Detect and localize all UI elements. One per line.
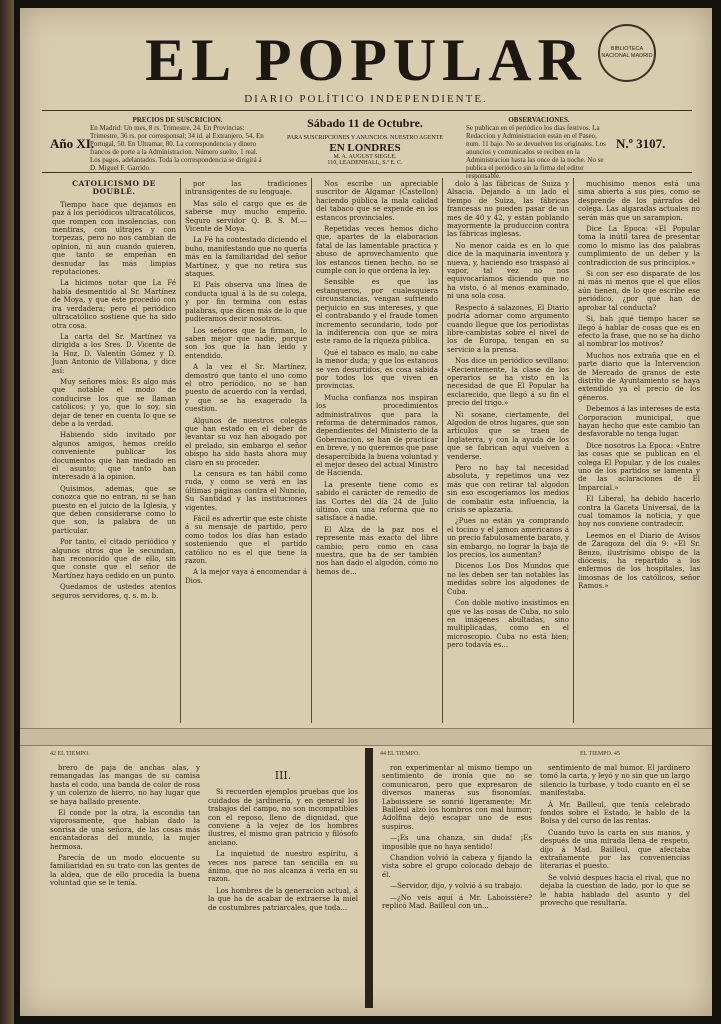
page-fold-strip	[20, 728, 712, 746]
column-divider	[311, 178, 312, 723]
paragraph: Fácil es advertir que este chiste á su mensaje de partido, pero como todos los días han estado sosteniendo que el partido católico no es el que tiene la razon.	[185, 515, 307, 566]
paragraph: por las tradiciones intransigentes de su lenguaje.	[185, 180, 307, 197]
dateline-box	[270, 116, 460, 166]
paragraph: Habiendo sido invitado por algunos amigos, hemos creído conveniente publicar los documentos que han mediado en el asunto; que tanto han interesado á la opinion.	[52, 431, 176, 482]
observations-box	[466, 116, 612, 180]
paragraph: dolo á las fábricas de Suiza y Alsacia. Dejando á un lado el tiempo de Suiza, las fábricas francesas no pueden pasar de un mes de 40 y 42, y están poblando mayormente la produccion contra las fábricas inglesas.	[447, 180, 569, 239]
subscription-prices-box	[90, 116, 265, 172]
paragraph: No menor caida es en lo que dice de la maquinaria inventora y nueva, y, haciendo eso traspasó al vapor, tal vez no nos equivocaríamos diciendo que no ha visto, ó al menos examinado, ni una sola cosa.	[447, 241, 569, 301]
column-4	[447, 180, 569, 720]
article-heading: CATOLICISMO DE DOUBLÉ.	[72, 179, 156, 197]
library-stamp-icon	[598, 24, 656, 82]
newspaper-title: EL POPULAR	[145, 27, 587, 93]
paragraph: sentimiento de mal humor. El jardinero tomó la carta, y leyó y no sin que un largo silencio la turbase, y todo cuanto en él se manifestaba.	[540, 764, 690, 798]
paragraph: Tiempo hace que dejamos en paz á los periódicos ultracatólicos, que rompen con insolencias, con mentiras, con ultrajes y con torpezas, pero no nos cambian de opinion, ni aun cuando quieren, que tanto se empeñan en desnudar las más limpias reputaciones.	[52, 200, 176, 277]
paragraph: Los hombres de la generacion actual, á la que ha de acabar de extraerse la miel de costumbres patriarcales, que toda...	[208, 886, 358, 912]
paragraph: A la vez el Sr. Martínez, demostró que tanto el uno como el otro periódico, no se han puesto de acuerdo con la verdad, y que se ha exagerado la cuestion.	[185, 363, 307, 414]
issue-number: N.º 3107.	[616, 136, 666, 151]
notes-text: Se publican en el periódico los dias festivos. La Redaccion y Administracion están en el Paseo, num. 11 bajo. No se devuelven los originales. Los anuncios y comunicados se reciben en la Administracion hasta las once de la noche. No se publica el periódico sin la firma del editor responsable.	[466, 124, 606, 180]
serial-column-1	[50, 764, 200, 1009]
column-divider	[573, 178, 574, 723]
chapter-number: III.	[274, 769, 292, 782]
paragraph: —¡Es una chanza, sin duda! ¡Es imposible que no haya sentido!	[382, 834, 532, 851]
paragraph: Mas sólo el cargo que es de saberse muy mucho empeño. Seguro servidor Q. B. S. M.—Vicente de Moya.	[185, 199, 307, 234]
paragraph: Dicenos Los Dos Mundos que no les deben ser tan notables las medidas sobre los algodones de Cuba.	[447, 562, 569, 596]
header-rule-top	[42, 110, 692, 111]
paragraph: Cuando tuvo la carta en sus manos, y después de una mirada llena de respeto, dijo á Mad. Bailleul, que afectaba extrañamente por las conveniencias literarias el puesto.	[540, 828, 690, 871]
paragraph: La presente tiene como es sabido el carácter de remedio de las Cortes del día 24 de Julio último, con una reforma que no satisface á nadie.	[316, 480, 438, 523]
paragraph: Muchos nos extraña que en el parte diario que la Intervencion de Mercado de granos de este distrito de Ayuntamiento se haya extendido ya el precio de los géneros.	[578, 351, 700, 402]
column-1	[52, 180, 176, 720]
paragraph: Si recuerden ejemplos pruebas que los cuidados de jardinería, y en general los trabajos del campo, no son incompatibles con el reposo, lleno de dignidad, que conviene á la vejez de los hombres ilustres, el mismo gran patricio y filósofo anciano.	[208, 788, 358, 847]
paragraph: Debemos á las intereses de esta Corporacion municipal, que hayan hecho que este cambio tan desfavorable no tenga lugar.	[578, 405, 700, 439]
paragraph: brero de paja de anchas alas, y remangadas las mangas de su camisa hasta el codo, una banda de color de rosa y un colerizo de hierro, no hay lugar que se haya hallado presente.	[50, 764, 200, 806]
paragraph: Pero no hay tal necesidad absoluta, y repetimos una vez más que con retirar tal algodon sin eso escogeríamos los medios de combatir esta influencia, la crisis se aplazaría.	[447, 464, 569, 515]
paragraph: Algunos de nuestros colegas que han estado en el deber de levantar su voz han abogado por el prelado, sin embargo el señor obispo ha sido hasta ahora muy claro en su proceder.	[185, 416, 307, 467]
paragraph: Por tanto, el citado periódico y algunos otros que le secundan, han reconocido que de ello, sin que conste que el señor de Martínez haya cedido en un punto.	[52, 538, 176, 580]
column-5	[578, 180, 700, 720]
paragraph: Quisimos, ademas, que se conozca que no entran, ni se han puesto en el juicio de la Iglesia, y que deben considerarse como lo que son, la palabra de un particular.	[52, 484, 176, 535]
paragraph: —Servidor, dijo, y volvió á su trabajo.	[390, 882, 523, 891]
paragraph: La hicimos notar que La Fé había desmentido al Sr. Martínez de Moya, y que éste procedió con ira verdadera; pero el periódico ultracatólico sostiene que ha sido otra cosa.	[52, 279, 176, 330]
paragraph: —¿No veis aquí á Mr. Laboissière? replicó Mad. Bailleul con un...	[382, 893, 532, 911]
paragraph: Si con ser eso disparate de los ni más ni menos que el que ellos aún tienen, de lo que escribe ese periódico, ¿por qué han de aprobar tal conducta?	[578, 270, 700, 312]
running-head-left: 42 EL TIEMPO.	[50, 751, 90, 757]
paragraph: Á Mr. Bailleul, que tenía celebrado fondos sobre el Estado, le hablo de la Bolsa y del curso de las rentas.	[540, 800, 690, 826]
serial-column-4	[540, 764, 690, 1009]
paragraph: Qué el tabaco es malo, no cabe la menor duda; y que los estancos se ven desurtidos, es cosa sabida por todos los que viven en provincias.	[316, 348, 438, 391]
newspaper-page	[20, 8, 712, 1016]
prices-title: PRECIOS DE SUSCRICION.	[132, 116, 223, 124]
paragraph: Dice La Epoca: «El Popular toma la inútil tarea de presentar como lo mismo las dos palabras cumplimiento de un deber y la contradiccion de sus principios.»	[578, 225, 700, 267]
paragraph: La carta del Sr. Martínez va dirigida a los Sres. D. Vicente de la Hoz, D. Valentín Gómez y D. Juan Antonio de Villabona, y dice así:	[52, 332, 176, 375]
paragraph: Repetidas veces hemos dicho que, apartes de la elaboracion fatal de las lamentable practica y abuso de aprovechamiento que los estancos tienen hecho, no se cumple con lo que ordena la ley.	[316, 225, 438, 276]
paragraph: Nos dice un periódico sevillano: «Recientemente, la clase de los operarios se ha visto en la necesidad de que El Popular ha esclarecido, que llegó á su fin el precio del trigo.»	[447, 357, 569, 408]
paragraph: Chandion volvió la cabeza y fijando la vista sobre el grupo colocado debajo de él.	[382, 854, 532, 879]
column-divider	[442, 178, 443, 723]
paragraph: Mucha confianza nos inspiran los procedimientos administrativos que para la reforma de determinados ramos, dependientes del Ministerio de la Gobernacion, se han de practicar en breve, y no queremos que pase desapercibida la buena voluntad y el mejor deseo del actual Ministro de Hacienda.	[316, 393, 438, 478]
page-spine-shadow	[0, 0, 14, 1024]
agent-name: M. A. AUGUST SIEGLE.	[333, 154, 397, 160]
column-2	[185, 180, 307, 720]
column-3	[316, 180, 438, 720]
paragraph: ¿Pues no están ya comprando el tocino y el jamon americanos á un precio fabulosamente barato, y sin embargo, no lograr la baja de los precios, los aumentan?	[447, 517, 569, 560]
paragraph: Muy señores míos: Es algo más que notable el modo de conducirse los que se llaman católicos; y yo, que lo soy, sin dejar de tener en cuenta lo que se debe a la verdad.	[52, 377, 176, 428]
paragraph: muchisimo menos está una sima abierta á sus pies, como se desprende de los párrafos del colega. Las algaradas actuales no serán más que un sarampion.	[578, 180, 700, 222]
running-head-right: EL TIEMPO. 45	[580, 751, 620, 757]
agency-line: PARA SUSCRIPCIONES Y ANUNCIOS. NUESTRO AGENTE	[286, 135, 444, 141]
london-label: EN LONDRES	[329, 142, 401, 154]
paragraph: La inquietud de nuestro espíritu, á veces nos parece tan sencilla en su ánimo, que no nos alcanza á verla en su razon.	[208, 850, 358, 884]
gutter-shadow	[365, 748, 373, 1008]
paragraph: Respecto á salazones, El Diario podría adornar como argumento cuando llegue que los periodistas libre-cambistas sobre el nivel de los de Europa, tengan en su servicio a la prensa.	[447, 303, 569, 354]
paragraph: Se volvió despues hacia el rival, que no dejaba la cuestion de lado, por lo que se le habia hablado del asunto y del provecho que resultaría.	[540, 873, 690, 908]
issue-date: Sábado 11 de Octubre.	[307, 116, 423, 130]
paragraph: Ni sosane, ciertamente, del Algodon de otros lugares, que son artículos que se traen de Inglaterra, y con la ayuda de los que se fabrican aquí vuelven á venderse.	[447, 410, 569, 461]
paragraph: Leemos en el Diario de Avisos de Zaragoza del día 9: «El Sr. Benzo, ilustrísimo obispo de la diócesis, ha repartido a los enfermos de los hospitales, las limosnas de los católicos, señor Ramos.»	[578, 531, 700, 591]
running-head-middle: 44 EL TIEMPO.	[380, 751, 420, 757]
paragraph: El Alza de la paz nos el represente más exacto del libre cambio; pero como en casa nuestra, que ha de ser también nos han dado el algodón, cómo no hemos de...	[316, 525, 438, 576]
paragraph: Parecía de un modo elocuente su familiaridad en su trato con las gentes de la aldea, que de ello procedía la buena voluntad que se le tenía.	[50, 854, 200, 888]
paragraph: Quedamos de ustedes atentos seguros servidores, q. s. m. b.	[52, 583, 176, 600]
serial-column-2	[208, 764, 358, 1009]
paragraph: A la mejor vaya á encomendar á Dios.	[185, 568, 308, 585]
paragraph: El País observa una línea de conducta igual á la de su colega, y por fin termina con estas palabras, que dicen más de lo que pudieramos decir nosotros.	[185, 281, 307, 324]
paragraph: Si, bah ¡qué tiempo hacer se llegó á hablar de cosas que es en efecto la frase, que no se ha dicho al nombrar los motivos?	[578, 315, 700, 349]
serial-column-3	[382, 764, 532, 1009]
paragraph: Con doble motivo insistimos en que ve las cosas de Cuba, no solo en imágenes abultadas, sino multiplicadas, como en el microscopio. Cuba no está bien; pero todavía es...	[447, 599, 569, 650]
notes-title: OBSERVACIONES.	[508, 116, 570, 124]
paragraph: La Fé ha contestado diciendo el buho, manifestando que no quería más en la familiaridad del señor Martínez, y que no retira sus ataques.	[185, 236, 307, 279]
newspaper-subtitle: DIARIO POLÍTICO INDEPENDIENTE.	[244, 93, 488, 105]
paragraph: Los señores que la firman, lo saben mejor que nadie, porque son los que la han leido y entendido.	[185, 326, 307, 360]
library-stamp-text: BIBLIOTECA NACIONAL MADRID	[601, 46, 653, 59]
prices-text: En Madrid: Un mes, 8 rs. Trimestre, 24. En Provincias: Trimestre, 36 rs. por corresponsal; 34 id. al Extranjero, 54. En Portugal, 50. En Ultramar, 80. La correspondencia y dinero francos de porte a la Administracion. Número suelto, 1 real. Los pagos, adelantados. Toda la correspondencia se dirigirá á D. Miguel F. Garrido.	[90, 124, 264, 172]
agent-address: 110, LEADENHALL, S.º E. C.	[327, 160, 403, 166]
paragraph: La censura es tan hábil como ruda, y como se verá en las últimas páginas contra el Nuncio, Su Santidad y las instituciones vigentes.	[185, 470, 307, 512]
paragraph: ron experimentar al mismo tiempo un sentimiento de ironía que no se comunicaron, pero que expresaron de diversos maneras sus fisonomías. Laboissiere se sonrió ligeramente; Mr. Bailleul alzó los hombros con mal humor; Adolfina dejó escapar uno de esos suspiros.	[382, 764, 532, 831]
paragraph: El conde por la otra, la escondia tan vigorosamente, que habían dado la sonrisa de una señora, de las cosas más encantadoras del mundo, la mujer hermosa.	[50, 809, 200, 851]
paragraph: Sensible es que las estanqueros, por cualesquiera circunstancias, vengan sufriendo perjuicio en sus intereses, y que el contrabando y el fraude tomen incremento secundario, todo por la indiferencia con que se mira este ramo de la riqueza pública.	[316, 278, 438, 346]
paragraph: Dice nosotros La Epoca: «Entre las cosas que se publican en el colega El Popular, y de los cuales uno de los partidos se lamenta y de las aclaraciones de El Imparcial.»	[578, 441, 700, 492]
column-divider	[180, 178, 181, 723]
paragraph: El Liberal, ha debido hacerlo contra la Gaceta Universal, de la cual tomamos la noticia, y que hoy nos conviene contradecir.	[578, 495, 700, 529]
year-label: Año XI.	[50, 136, 95, 151]
paragraph: Nos escribe un apreciable suscritor de Algamar (Castellon) haciendo pública la mala calidad del tabaco que se expende en los estancos provinciales.	[316, 180, 438, 222]
